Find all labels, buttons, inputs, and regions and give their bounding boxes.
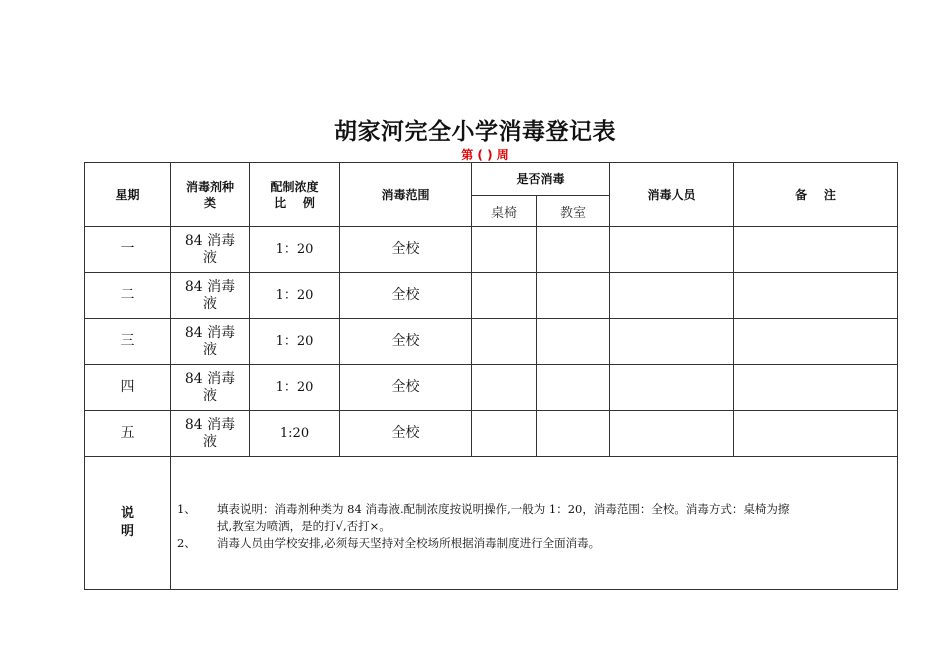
row-remarks[interactable] xyxy=(734,227,898,273)
row-desk-check[interactable] xyxy=(472,227,537,273)
row-ratio: 1：20 xyxy=(250,273,340,319)
row-day: 一 xyxy=(85,227,171,273)
row-desk-check[interactable] xyxy=(472,273,537,319)
row-ratio: 1：20 xyxy=(250,227,340,273)
header-ratio: 配制浓度 比 例 xyxy=(250,163,340,227)
row-type: 84 消毒 液 xyxy=(171,319,250,365)
row-scope: 全校 xyxy=(340,227,472,273)
header-scope: 消毒范围 xyxy=(340,163,472,227)
row-classroom-check[interactable] xyxy=(537,411,610,457)
row-ratio: 1：20 xyxy=(250,365,340,411)
row-remarks[interactable] xyxy=(734,273,898,319)
table-row xyxy=(85,365,898,411)
notes-label: 说 明 xyxy=(85,457,171,590)
notes-row xyxy=(85,457,898,590)
page-title: 胡家河完全小学消毒登记表 xyxy=(334,119,616,145)
row-type: 84 消毒 液 xyxy=(171,273,250,319)
row-remarks[interactable] xyxy=(734,411,898,457)
note-item-2: 2、 消毒人员由学校安排,必须每天坚持对全校场所根据消毒制度进行全面消毒。 xyxy=(177,535,601,550)
row-classroom-check[interactable] xyxy=(537,365,610,411)
row-day: 五 xyxy=(85,411,171,457)
table-row xyxy=(85,227,898,273)
row-desk-check[interactable] xyxy=(472,319,537,365)
row-day: 三 xyxy=(85,319,171,365)
row-ratio: 1：20 xyxy=(250,319,340,365)
header-disinfected: 是否消毒 xyxy=(472,163,610,196)
header-remarks: 备 注 xyxy=(734,163,898,227)
row-classroom-check[interactable] xyxy=(537,227,610,273)
row-scope: 全校 xyxy=(340,365,472,411)
header-desk: 桌椅 xyxy=(472,196,537,227)
row-staff[interactable] xyxy=(610,273,734,319)
table-row xyxy=(85,319,898,365)
row-type: 84 消毒 液 xyxy=(171,411,250,457)
row-desk-check[interactable] xyxy=(472,365,537,411)
table-row xyxy=(85,411,898,457)
row-desk-check[interactable] xyxy=(472,411,537,457)
row-staff[interactable] xyxy=(610,319,734,365)
note-item-1: 1、 填表说明：消毒剂种类为 84 消毒液.配制浓度按说明操作,一般为 1：20，消毒范围：全校。消毒方式：桌椅为擦 xyxy=(177,501,790,516)
row-remarks[interactable] xyxy=(734,319,898,365)
row-scope: 全校 xyxy=(340,273,472,319)
row-remarks[interactable] xyxy=(734,365,898,411)
note-item-1-continuation: 拭,教室为喷洒，是的打√,否打×。 xyxy=(217,518,391,533)
header-classroom: 教室 xyxy=(537,196,610,227)
row-scope: 全校 xyxy=(340,411,472,457)
row-day: 四 xyxy=(85,365,171,411)
row-scope: 全校 xyxy=(340,319,472,365)
notes-content xyxy=(171,457,898,590)
disinfection-register-table xyxy=(84,162,898,590)
header-staff: 消毒人员 xyxy=(610,163,734,227)
header-disinfectant-type: 消毒剂种 类 xyxy=(171,163,250,227)
row-staff[interactable] xyxy=(610,411,734,457)
row-staff[interactable] xyxy=(610,227,734,273)
week-label: 第 ( ) 周 xyxy=(461,148,509,162)
row-type: 84 消毒 液 xyxy=(171,365,250,411)
row-classroom-check[interactable] xyxy=(537,273,610,319)
header-weekday: 星期 xyxy=(85,163,171,227)
row-ratio: 1:20 xyxy=(250,411,340,457)
row-day: 二 xyxy=(85,273,171,319)
table-row xyxy=(85,273,898,319)
row-staff[interactable] xyxy=(610,365,734,411)
row-classroom-check[interactable] xyxy=(537,319,610,365)
row-type: 84 消毒 液 xyxy=(171,227,250,273)
